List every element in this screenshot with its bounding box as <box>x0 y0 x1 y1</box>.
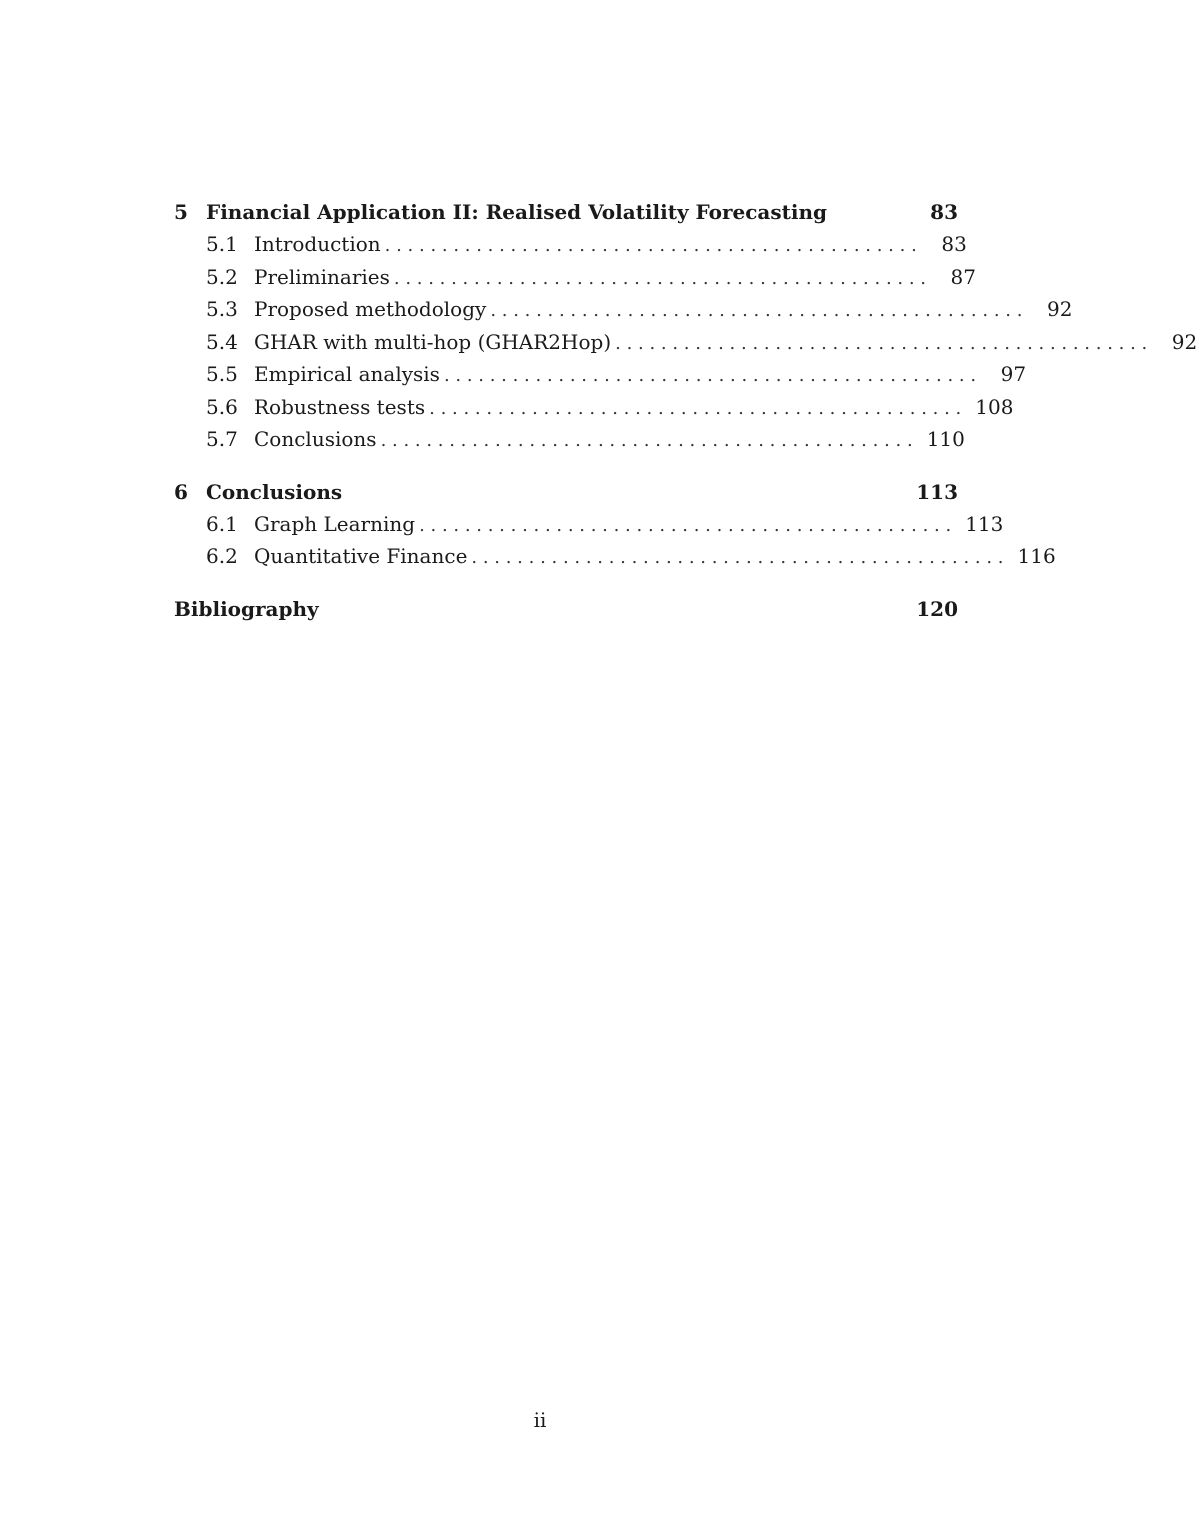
section-title: Empirical analysis <box>254 362 440 386</box>
dot-leader: . . . . . . . . . . . . . . . . . . . . . . . . . . . . . . . . . . . . . . . . . . . . . . . <box>419 514 952 536</box>
dot-leader: . . . . . . . . . . . . . . . . . . . . . . . . . . . . . . . . . . . . . . . . . . . . . . . <box>384 235 917 256</box>
section-number: 5.1 <box>206 232 238 256</box>
section-title: Quantitative Finance <box>254 544 468 568</box>
toc-section-5-2[interactable] <box>174 261 976 294</box>
section-page: 92 <box>1046 297 1073 321</box>
toc-chapter-5[interactable] <box>174 196 958 228</box>
toc-section-5-3[interactable] <box>174 293 1073 326</box>
section-number: 5.6 <box>206 394 238 419</box>
bibliography-page: 120 <box>916 596 958 621</box>
dot-leader: . . . . . . . . . . . . . . . . . . . . . . . . . . . . . . . . . . . . . . . . . . . . . . . <box>471 547 1004 568</box>
section-number: 5.4 <box>206 329 238 354</box>
section-page: 92 <box>1171 329 1197 354</box>
toc-section-5-4[interactable] <box>174 326 1197 359</box>
section-title: Conclusions <box>254 427 377 451</box>
section-page: 113 <box>965 511 1004 536</box>
section-number: 5.2 <box>206 264 238 289</box>
toc-section-5-6[interactable] <box>174 391 1014 424</box>
dot-leader: . . . . . . . . . . . . . . . . . . . . . . . . . . . . . . . . . . . . . . . . . . . . . . . <box>443 365 977 386</box>
section-page: 110 <box>926 427 965 451</box>
chapter-page: 113 <box>916 479 958 504</box>
section-number: 5.7 <box>206 427 238 451</box>
page-number-footer: ii <box>533 1408 547 1432</box>
section-title: Graph Learning <box>254 511 416 536</box>
dot-leader: . . . . . . . . . . . . . . . . . . . . . . . . . . . . . . . . . . . . . . . . . . . . . . . <box>393 267 926 289</box>
section-page: 97 <box>1000 362 1027 386</box>
section-number: 6.2 <box>206 544 238 568</box>
section-title: GHAR with multi-hop (GHAR2Hop) <box>254 329 612 354</box>
toc-section-6-1[interactable] <box>174 508 1004 541</box>
section-number: 5.5 <box>206 362 238 386</box>
chapter-title: Conclusions <box>206 479 343 504</box>
chapter-number: 5 <box>174 200 188 224</box>
section-title: Proposed methodology <box>254 297 487 321</box>
toc-section-5-5[interactable] <box>174 358 1027 391</box>
section-title: Robustness tests <box>254 394 426 419</box>
section-title: Introduction <box>254 232 381 256</box>
dot-leader: . . . . . . . . . . . . . . . . . . . . . . . . . . . . . . . . . . . . . . . . . . . . . . . <box>429 397 962 419</box>
table-of-contents <box>174 196 1197 625</box>
section-page: 108 <box>975 394 1014 419</box>
chapter-page: 83 <box>930 200 958 224</box>
dot-leader: . . . . . . . . . . . . . . . . . . . . . . . . . . . . . . . . . . . . . . . . . . . . . . . <box>380 430 913 451</box>
section-title: Preliminaries <box>254 264 390 289</box>
section-number: 5.3 <box>206 297 238 321</box>
section-number: 6.1 <box>206 511 238 536</box>
toc-section-6-2[interactable] <box>174 540 1056 573</box>
chapter-title: Financial Application II: Realised Volatility Forecasting <box>206 200 828 224</box>
toc-chapter-6[interactable] <box>174 476 958 508</box>
chapter-number: 6 <box>174 479 188 504</box>
dot-leader: . . . . . . . . . . . . . . . . . . . . . . . . . . . . . . . . . . . . . . . . . . . . . . . <box>490 300 1023 321</box>
bibliography-title: Bibliography <box>174 596 319 621</box>
toc-section-5-7[interactable] <box>174 423 965 456</box>
section-page: 116 <box>1017 544 1056 568</box>
toc-section-5-1[interactable] <box>174 228 967 261</box>
toc-bibliography[interactable] <box>174 593 958 625</box>
section-page: 87 <box>950 264 976 289</box>
dot-leader: . . . . . . . . . . . . . . . . . . . . . . . . . . . . . . . . . . . . . . . . . . . . . . . <box>615 332 1148 354</box>
section-page: 83 <box>941 232 967 256</box>
